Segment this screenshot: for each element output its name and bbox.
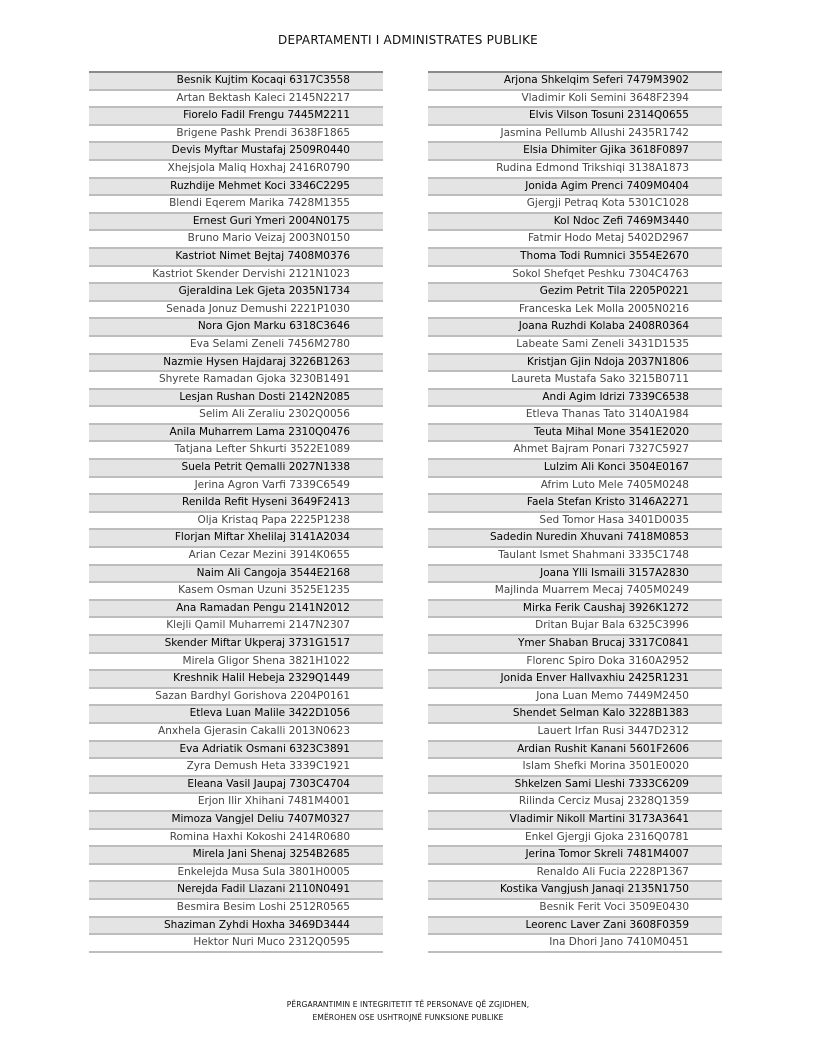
list-item: Rudina Edmond Trikshiqi 3138A1873 [428, 161, 722, 179]
list-item: Jonida Agim Prenci 7409M0404 [428, 179, 722, 197]
list-item: Olja Kristaq Papa 2225P1238 [89, 513, 383, 531]
list-item: Ardian Rushit Kanani 5601F2606 [428, 742, 722, 760]
list-item: Selim Ali Zeraliu 2302Q0056 [89, 407, 383, 425]
list-item: Laureta Mustafa Sako 3215B0711 [428, 372, 722, 390]
list-item: Besnik Ferit Voci 3509E0430 [428, 900, 722, 918]
list-item: Arjona Shkelqim Seferi 7479M3902 [428, 73, 722, 91]
list-item: Jona Luan Memo 7449M2450 [428, 689, 722, 707]
right-rows [428, 73, 722, 953]
list-item: Fiorelo Fadil Frengu 7445M2211 [89, 108, 383, 126]
list-item: Devis Myftar Mustafaj 2509R0440 [89, 143, 383, 161]
list-item: Mimoza Vangjel Deliu 7407M0327 [89, 812, 383, 830]
list-item: Senada Jonuz Demushi 2221P1030 [89, 302, 383, 320]
list-item: Gjergji Petraq Kota 5301C1028 [428, 196, 722, 214]
list-item: Rilinda Cerciz Musaj 2328Q1359 [428, 794, 722, 812]
list-item: Kol Ndoc Zefi 7469M3440 [428, 214, 722, 232]
list-item: Eva Selami Zeneli 7456M2780 [89, 337, 383, 355]
list-item: Bruno Mario Veizaj 2003N0150 [89, 231, 383, 249]
list-item: Shendet Selman Kalo 3228B1383 [428, 706, 722, 724]
list-item: Naim Ali Cangoja 3544E2168 [89, 566, 383, 584]
list-item: Ernest Guri Ymeri 2004N0175 [89, 214, 383, 232]
list-item: Lesjan Rushan Dosti 2142N2085 [89, 390, 383, 408]
list-item: Ahmet Bajram Ponari 7327C5927 [428, 442, 722, 460]
list-item: Gjeraldina Lek Gjeta 2035N1734 [89, 284, 383, 302]
list-item: Teuta Mihal Mone 3541E2020 [428, 425, 722, 443]
list-item: Nerejda Fadil Llazani 2110N0491 [89, 882, 383, 900]
list-item: Mirka Ferik Caushaj 3926K1272 [428, 601, 722, 619]
list-item: Renaldo Ali Fucia 2228P1367 [428, 865, 722, 883]
list-item: Kastriot Nimet Bejtaj 7408M0376 [89, 249, 383, 267]
list-item: Jerina Tomor Skreli 7481M4007 [428, 847, 722, 865]
list-item: Ruzhdije Mehmet Koci 3346C2295 [89, 179, 383, 197]
list-item: Sazan Bardhyl Gorishova 2204P0161 [89, 689, 383, 707]
list-item: Blendi Eqerem Marika 7428M1355 [89, 196, 383, 214]
list-item: Thoma Todi Rumnici 3554E2670 [428, 249, 722, 267]
list-item: Shkelzen Sami Lleshi 7333C6209 [428, 777, 722, 795]
list-item: Joana Ruzhdi Kolaba 2408R0364 [428, 319, 722, 337]
list-item: Dritan Bujar Bala 6325C3996 [428, 618, 722, 636]
list-item: Faela Stefan Kristo 3146A2271 [428, 495, 722, 513]
list-item: Enkelejda Musa Sula 3801H0005 [89, 865, 383, 883]
list-item: Lauert Irfan Rusi 3447D2312 [428, 724, 722, 742]
list-item: Lulzim Ali Konci 3504E0167 [428, 460, 722, 478]
list-item: Klejli Qamil Muharremi 2147N2307 [89, 618, 383, 636]
list-item: Nazmie Hysen Hajdaraj 3226B1263 [89, 355, 383, 373]
list-item: Labeate Sami Zeneli 3431D1535 [428, 337, 722, 355]
list-item: Islam Shefki Morina 3501E0020 [428, 759, 722, 777]
list-item: Hektor Nuri Muco 2312Q0595 [89, 935, 383, 953]
list-item: Vladimir Nikoll Martini 3173A3641 [428, 812, 722, 830]
footer [0, 998, 816, 1024]
list-item: Renilda Refit Hyseni 3649F2413 [89, 495, 383, 513]
right-name-list [428, 71, 722, 953]
list-item: Jonida Enver Hallvaxhiu 2425R1231 [428, 671, 722, 689]
list-item: Sadedin Nuredin Xhuvani 7418M0853 [428, 530, 722, 548]
list-item: Fatmir Hodo Metaj 5402D2967 [428, 231, 722, 249]
list-item: Romina Haxhi Kokoshi 2414R0680 [89, 830, 383, 848]
list-item: Nora Gjon Marku 6318C3646 [89, 319, 383, 337]
list-item: Sokol Shefqet Peshku 7304C4763 [428, 267, 722, 285]
list-item: Sed Tomor Hasa 3401D0035 [428, 513, 722, 531]
list-item: Erjon Ilir Xhihani 7481M4001 [89, 794, 383, 812]
list-item: Gezim Petrit Tila 2205P0221 [428, 284, 722, 302]
list-item: Xhejsjola Maliq Hoxhaj 2416R0790 [89, 161, 383, 179]
list-item: Joana Ylli Ismaili 3157A2830 [428, 566, 722, 584]
list-item: Ina Dhori Jano 7410M0451 [428, 935, 722, 953]
list-item: Kasem Osman Uzuni 3525E1235 [89, 583, 383, 601]
list-item: Elvis Vilson Tosuni 2314Q0655 [428, 108, 722, 126]
list-item: Kastriot Skender Dervishi 2121N1023 [89, 267, 383, 285]
list-item: Eleana Vasil Jaupaj 7303C4704 [89, 777, 383, 795]
list-item: Afrim Luto Mele 7405M0248 [428, 478, 722, 496]
list-item: Ymer Shaban Brucaj 3317C0841 [428, 636, 722, 654]
list-item: Mirela Jani Shenaj 3254B2685 [89, 847, 383, 865]
list-item: Skender Miftar Ukperaj 3731G1517 [89, 636, 383, 654]
footer-line-1: PËRGARANTIMIN E INTEGRITETIT TË PERSONAVE QË ZGJIDHEN, [286, 1000, 530, 1009]
list-item: Mirela Gligor Shena 3821H1022 [89, 654, 383, 672]
list-item: Etleva Thanas Tato 3140A1984 [428, 407, 722, 425]
list-item: Kreshnik Halil Hebeja 2329Q1449 [89, 671, 383, 689]
list-item: Anila Muharrem Lama 2310Q0476 [89, 425, 383, 443]
list-item: Arian Cezar Mezini 3914K0655 [89, 548, 383, 566]
list-item: Ana Ramadan Pengu 2141N2012 [89, 601, 383, 619]
left-rows [89, 73, 383, 953]
list-item: Majlinda Muarrem Mecaj 7405M0249 [428, 583, 722, 601]
list-item: Brigene Pashk Prendi 3638F1865 [89, 126, 383, 144]
list-item: Jerina Agron Varfi 7339C6549 [89, 478, 383, 496]
list-item: Enkel Gjergji Gjoka 2316Q0781 [428, 830, 722, 848]
list-item: Florjan Miftar Xhelilaj 3141A2034 [89, 530, 383, 548]
list-item: Taulant Ismet Shahmani 3335C1748 [428, 548, 722, 566]
list-item: Besmira Besim Loshi 2512R0565 [89, 900, 383, 918]
list-item: Besnik Kujtim Kocaqi 6317C3558 [89, 73, 383, 91]
list-item: Zyra Demush Heta 3339C1921 [89, 759, 383, 777]
list-item: Eva Adriatik Osmani 6323C3891 [89, 742, 383, 760]
list-item: Florenc Spiro Doka 3160A2952 [428, 654, 722, 672]
list-item: Franceska Lek Molla 2005N0216 [428, 302, 722, 320]
list-item: Elsia Dhimiter Gjika 3618F0897 [428, 143, 722, 161]
list-item: Leorenc Laver Zani 3608F0359 [428, 918, 722, 936]
list-item: Suela Petrit Qemalli 2027N1338 [89, 460, 383, 478]
list-item: Kristjan Gjin Ndoja 2037N1806 [428, 355, 722, 373]
list-item: Vladimir Koli Semini 3648F2394 [428, 91, 722, 109]
list-item: Etleva Luan Malile 3422D1056 [89, 706, 383, 724]
footer-line-2: EMËROHEN OSE USHTROJNË FUNKSIONE PUBLIKE [312, 1013, 504, 1022]
list-item: Shaziman Zyhdi Hoxha 3469D3444 [89, 918, 383, 936]
document-title: DEPARTAMENTI I ADMINISTRATES PUBLIKE [278, 33, 538, 47]
left-name-list [89, 71, 383, 953]
list-item: Kostika Vangjush Janaqi 2135N1750 [428, 882, 722, 900]
list-item: Andi Agim Idrizi 7339C6538 [428, 390, 722, 408]
list-item: Tatjana Lefter Shkurti 3522E1089 [89, 442, 383, 460]
list-item: Shyrete Ramadan Gjoka 3230B1491 [89, 372, 383, 390]
list-item: Jasmina Pellumb Allushi 2435R1742 [428, 126, 722, 144]
list-item: Anxhela Gjerasin Cakalli 2013N0623 [89, 724, 383, 742]
list-item: Artan Bektash Kaleci 2145N2217 [89, 91, 383, 109]
